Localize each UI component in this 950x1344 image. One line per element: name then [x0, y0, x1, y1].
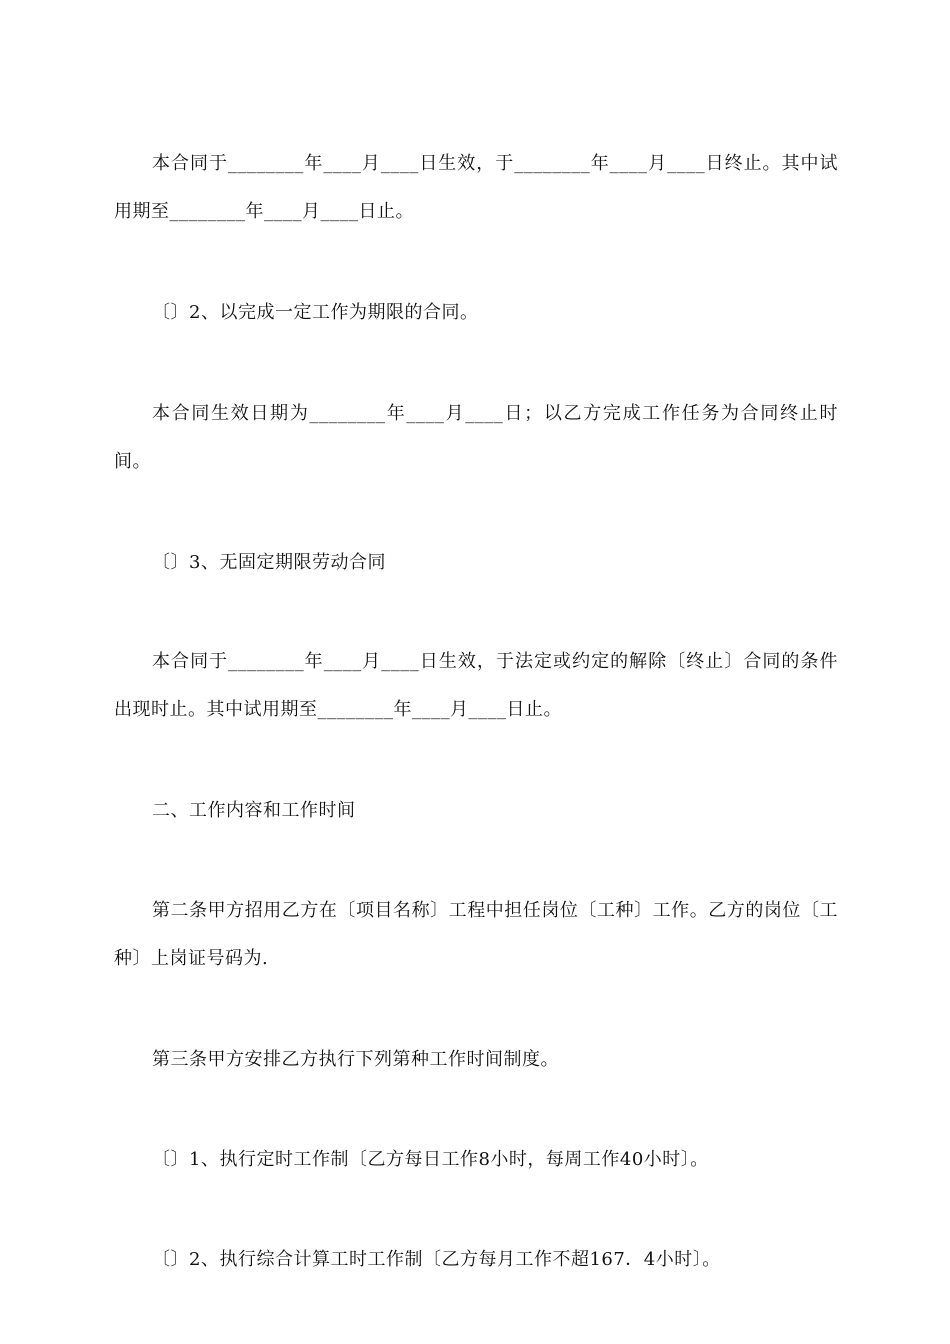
- paragraph-option-open-ended-contract: 〔〕3、无固定期限劳动合同: [152, 552, 386, 573]
- paragraph-option-comprehensive-hours: 〔〕2、执行综合计算工时工作制〔乙方每月工作不超167．4小时〕。: [152, 1249, 721, 1270]
- section-heading-work-content-and-hours: 二、工作内容和工作时间: [152, 800, 356, 821]
- paragraph-task-based-dates: 本合同生效日期为________年____月____日；以乙方完成工作任务为合同终止时间。: [114, 403, 838, 472]
- paragraph-article-three-working-hours: 第三条甲方安排乙方执行下列第种工作时间制度。: [152, 1049, 559, 1070]
- paragraph-article-two-position: 第二条甲方招用乙方在〔项目名称〕工程中担任岗位〔工种〕工作。乙方的岗位〔工种〕上岗证号码为.: [114, 900, 838, 969]
- paragraph-open-ended-dates: 本合同于________年____月____日生效，于法定或约定的解除〔终止〕合同的条件出现时止。其中试用期至________年____月____日止。: [114, 651, 838, 720]
- paragraph-fixed-term-dates: 本合同于________年____月____日生效，于________年____月____日终止。其中试用期至________年____月____日止。: [114, 153, 838, 222]
- paragraph-option-task-based-contract: 〔〕2、以完成一定工作为期限的合同。: [152, 302, 479, 323]
- paragraph-option-standard-hours: 〔〕1、执行定时工作制〔乙方每日工作8小时，每周工作40小时〕。: [152, 1149, 709, 1170]
